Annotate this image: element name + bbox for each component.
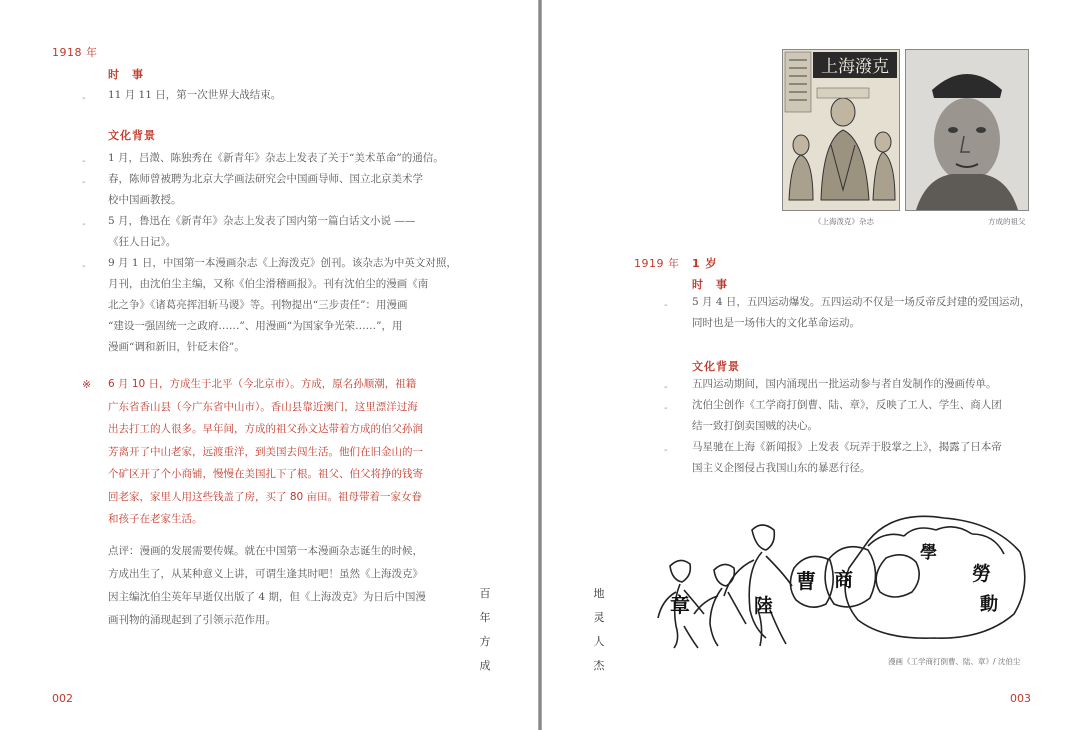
list-item-line: 校中国画教授。 [108, 194, 182, 206]
bullet: - [82, 156, 86, 167]
portrait-caption: 方成的祖父 [988, 217, 1026, 226]
year-1918: 1918 年 [52, 46, 98, 59]
culture-heading: 文化背景 [692, 360, 740, 373]
list-item-line: 国主义企图侵占我国山东的暴恶行径。 [692, 462, 871, 474]
list-item-line: 5 月，鲁迅在《新青年》杂志上发表了国内第一篇白话文小说 —— [108, 215, 416, 227]
vertical-char: 地 [593, 587, 605, 600]
list-item-line: 同时也是一场伟大的文化革命运动。 [692, 317, 860, 329]
vertical-char: 百 [479, 587, 491, 600]
vertical-char: 杰 [593, 659, 605, 672]
cartoon-label: 章 [670, 593, 690, 617]
list-item-line: 马星驰在上海《新闻报》上发表《玩弄于股掌之上》，揭露了日本帝 [692, 441, 1002, 453]
list-item-line: 9 月 1 日，中国第一本漫画杂志《上海泼克》创刊。该杂志为中英文对照， [108, 257, 457, 269]
left-page [0, 0, 538, 730]
list-item-line: 五四运动期间，国内涌现出一批运动参与者自发制作的漫画传单。 [692, 378, 997, 390]
cartoon-label: 動 [980, 594, 998, 615]
bullet: - [664, 300, 668, 311]
cartoon-illustration [654, 500, 1036, 650]
event-item: 11 月 11 日，第一次世界大战结束。 [108, 89, 282, 101]
personal-line: 芳离开了中山老家，远渡重洋，到美国去闯生活。他们在旧金山的一 [108, 445, 423, 458]
age-label: 1 岁 [692, 257, 718, 270]
magazine-cover-image [782, 49, 900, 211]
list-item-line: 春，陈师曾被聘为北京大学画法研究会中国画导师、国立北京美术学 [108, 173, 423, 185]
list-item-line: 《狂人日记》。 [108, 236, 177, 248]
commentary-line: 方成出生了，从某种意义上讲，可谓生逢其时吧！虽然《上海泼克》 [108, 568, 423, 580]
personal-line: 广东省香山县（今广东省中山市）。香山县靠近澳门，这里漂洋过海 [108, 400, 418, 413]
cartoon-label: 學 [920, 543, 937, 563]
magazine-title: 上海潑克 [821, 57, 889, 77]
cartoon-caption: 漫画《工学商打倒曹、陆、章》/ 沈伯尘 [888, 657, 1021, 666]
bullet: - [82, 261, 86, 272]
personal-line: 回老家，家里人用这些钱盖了房，买了 80 亩田。祖母带着一家女眷 [108, 490, 423, 503]
vertical-char: 人 [593, 635, 605, 648]
cartoon-label: 陸 [754, 595, 774, 617]
year-1919: 1919 年 [634, 257, 680, 270]
grandfather-portrait-image [905, 49, 1029, 211]
commentary-line: 画刊物的涌现起到了引领示范作用。 [108, 614, 276, 626]
bullet: - [664, 445, 668, 456]
list-item-line: “建设一强固统一之政府……”、用漫画“为国家争光荣……”，用 [108, 320, 403, 332]
list-item-line: 1 月，吕澂、陈独秀在《新青年》杂志上发表了关于“美术革命”的通信。 [108, 152, 444, 164]
list-item-line: 沈伯尘创作《工学商打倒曹、陆、章》，反映了工人、学生、商人团 [692, 399, 1002, 411]
list-item-line: 北之争》《诸葛亮挥泪斩马谡》等。刊物提出“三步责任”：用漫画 [108, 299, 408, 311]
bullet: - [664, 382, 668, 393]
list-item-line: 月刊，由沈伯尘主编，又称《伯尘滑稽画报》。刊有沈伯尘的漫画《南 [108, 278, 429, 290]
personal-line: 6 月 10 日，方成生于北平（今北京市）。方成，原名孙顺潮，祖籍 [108, 378, 417, 390]
vertical-char: 方 [479, 635, 491, 648]
events-heading: 时 事 [108, 68, 144, 81]
vertical-series-title [478, 582, 492, 678]
culture-heading: 文化背景 [108, 129, 156, 142]
vertical-char: 年 [479, 611, 491, 624]
bullet: - [664, 403, 668, 414]
commentary-line: 点评：漫画的发展需要传媒。就在中国第一本漫画杂志诞生的时候， [108, 545, 423, 557]
bullet: - [82, 219, 86, 230]
personal-marker: ※ [82, 378, 92, 391]
page-number: 002 [52, 692, 73, 705]
list-item-line: 结一致打倒卖国贼的决心。 [692, 420, 818, 432]
events-heading: 时 事 [692, 278, 728, 291]
list-item-line: 5 月 4 日，五四运动爆发。五四运动不仅是一场反帝反封建的爱国运动， [692, 296, 1031, 308]
bullet: - [82, 177, 86, 188]
page-number: 003 [1010, 692, 1031, 705]
vertical-char: 成 [479, 659, 491, 672]
cartoon-label: 勞 [972, 563, 992, 585]
personal-line: 出去打工的人很多。早年间，方成的祖父孙文达带着方成的伯父孙润 [108, 423, 423, 435]
list-item-line: 漫画“调和新旧，针砭末俗”。 [108, 341, 245, 353]
vertical-char: 灵 [593, 611, 605, 624]
cartoon-label: 商 [834, 569, 854, 591]
bullet: - [82, 93, 86, 104]
personal-line: 个矿区开了个小商铺，慢慢在美国扎下了根。祖父、伯父将挣的钱寄 [108, 468, 423, 480]
commentary-line: 因主编沈伯尘英年早逝仅出版了 4 期，但《上海泼克》为日后中国漫 [108, 591, 426, 603]
right-page [542, 0, 1080, 730]
personal-line: 和孩子在老家生活。 [108, 513, 203, 525]
magazine-caption: 《上海泼克》杂志 [814, 217, 874, 226]
cartoon-label: 曹 [796, 569, 816, 593]
vertical-series-title [592, 582, 606, 678]
